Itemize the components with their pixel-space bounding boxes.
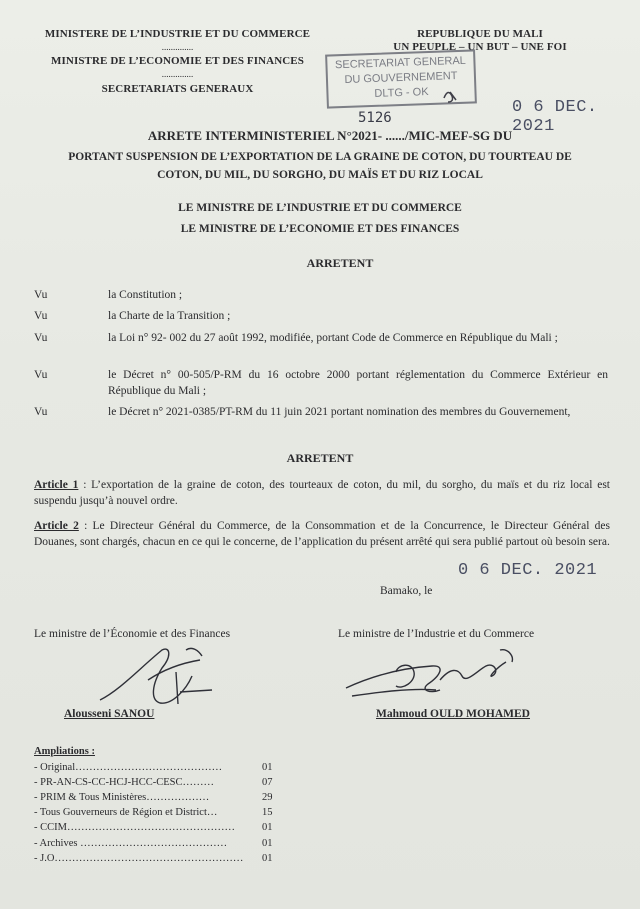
ampliations-title: Ampliations : — [34, 746, 95, 757]
ampliation-label: - Archives …………………………………… — [34, 838, 228, 849]
minister-industry-heading: LE MINISTRE DE L’INDUSTRIE ET DU COMMERCE — [178, 202, 462, 214]
stamp-line: SECRETARIAT GENERAL — [334, 54, 467, 72]
left-signatory-name: Alousseni SANOU — [64, 708, 155, 720]
vu-text: le Décret n° 2021-0385/PT-RM du 11 juin 2021 portant nomination des membres du Gouvernement, — [108, 406, 571, 418]
vu-key: Vu — [34, 289, 48, 301]
vu-key: Vu — [34, 310, 48, 322]
header-separator: .............. — [161, 69, 194, 79]
right-signature — [346, 650, 512, 696]
ampliation-row — [34, 822, 284, 837]
vu-text: la Constitution ; — [108, 289, 183, 301]
article-text: : Le Directeur Général du Commerce, de la Consommation et de la Concurrence, le Directeur Général des Douanes, sont chargés, chacun en ce qui le concerne, de l’application du présent arrêté qui sera publié partout où besoin sera. — [34, 520, 610, 548]
ministry-economy-header: MINISTRE DE L’ECONOMIE ET DES FINANCES — [51, 55, 304, 67]
decree-subtitle — [20, 148, 620, 184]
ampliation-label: - Original…………………………………… — [34, 762, 223, 773]
date-stamp-bottom: 0 6 DEC. 2021 — [458, 561, 598, 580]
ampliation-row — [34, 792, 284, 807]
national-motto: UN PEUPLE – UN BUT – UNE FOI — [393, 41, 567, 53]
decree-number-handwritten: 5126 — [358, 110, 392, 126]
ampliation-count: 01 — [262, 838, 273, 849]
ampliation-row — [34, 838, 284, 853]
ministry-industry-header: MINISTERE DE L’INDUSTRIE ET DU COMMERCE — [44, 28, 311, 40]
ampliation-count: 01 — [262, 762, 273, 773]
article-label: Article 1 — [34, 479, 79, 491]
minister-economy-heading: LE MINISTRE DE L’ECONOMIE ET DES FINANCES — [180, 223, 460, 235]
left-signatory-role: Le ministre de l’Économie et des Finances — [34, 628, 231, 640]
stamp-line: DU GOUVERNEMENT — [344, 70, 458, 86]
subtitle-line: COTON, DU MIL, DU SORGHO, DU MAÏS ET DU RIZ LOCAL — [157, 169, 483, 181]
ampliation-label: - PR-AN-CS-CC-HCJ-HCC-CESC……… — [34, 777, 214, 788]
article-2 — [34, 518, 610, 550]
ampliation-label: - Tous Gouverneurs de Région et District… — [34, 807, 218, 818]
ampliation-label: - PRIM & Tous Ministères……………… — [34, 792, 210, 803]
vu-key: Vu — [34, 406, 48, 418]
ampliation-row — [34, 762, 284, 777]
government-secretariat-stamp — [325, 49, 477, 108]
vu-key: Vu — [34, 332, 48, 344]
ampliation-count: 07 — [262, 777, 273, 788]
arretent-heading: ARRETENT — [286, 451, 354, 465]
vu-text: le Décret n° 00-505/P-RM du 16 octobre 2000 portant réglementation du Commerce Extérieur en République du Mali ; — [108, 369, 608, 397]
article-text: : L’exportation de la graine de coton, des tourteaux de coton, du mil, du sorgho, du maïs et du riz local est suspendu jusqu’à nouvel ordre. — [34, 479, 610, 507]
republic-header: REPUBLIQUE DU MALI — [417, 28, 543, 40]
decree-title: ARRETE INTERMINISTERIEL N°2021- ....../MIC-MEF-SG DU — [147, 128, 513, 143]
ampliation-row — [34, 807, 284, 822]
right-signatory-name: Mahmoud OULD MOHAMED — [376, 708, 530, 720]
vu-key: Vu — [34, 369, 48, 381]
article-1 — [34, 477, 610, 509]
ampliation-count: 29 — [262, 792, 273, 803]
subtitle-line: PORTANT SUSPENSION DE L’EXPORTATION DE LA GRAINE DE COTON, DU TOURTEAU DE — [68, 151, 572, 163]
ampliation-count: 01 — [262, 853, 273, 864]
vu-text: la Charte de la Transition ; — [108, 310, 231, 322]
date-stamp-top: 0 6 DEC. 2021 — [512, 98, 598, 136]
header-separator: .............. — [161, 42, 194, 52]
left-signature — [100, 648, 212, 704]
arretent-heading: ARRETENT — [306, 256, 374, 270]
right-signatory-role: Le ministre de l’Industrie et du Commerce — [338, 628, 535, 640]
ampliation-row — [34, 777, 284, 792]
article-label: Article 2 — [34, 520, 79, 532]
ampliation-label: - J.O……………………………………………… — [34, 853, 244, 864]
ampliation-row — [34, 853, 284, 868]
stamp-line: DLTG - OK — [374, 86, 429, 100]
ampliation-count: 01 — [262, 822, 273, 833]
ampliation-count: 15 — [262, 807, 273, 818]
place-line: Bamako, le — [380, 585, 433, 597]
vu-text: la Loi n° 92- 002 du 27 août 1992, modifiée, portant Code de Commerce en République du Mali ; — [108, 332, 558, 344]
secretariats-header: SECRETARIATS GENERAUX — [101, 83, 254, 95]
ampliation-label: - CCIM………………………………………… — [34, 822, 235, 833]
